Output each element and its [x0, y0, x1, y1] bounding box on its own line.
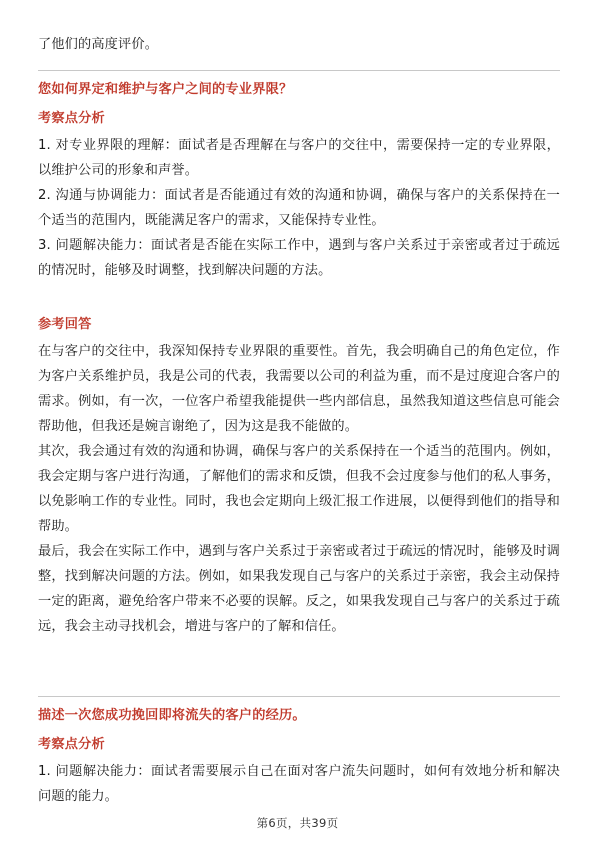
analysis-item: 1. 对专业界限的理解：面试者是否理解在与客户的交往中，需要保持一定的专业界限，以维护公司的形象和声誉。	[38, 138, 560, 178]
section-divider	[38, 70, 560, 71]
intro-tail-text	[38, 32, 560, 57]
answer-paragraph: 最后，我会在实际工作中，遇到与客户关系过于亲密或者过于疏远的情况时，能够及时调整，找到解决问题的方法。例如，如果我发现自己与客户的关系过于亲密，我会主动保持一定的距离，避免给客户带来不必要的误解。反之，如果我发现自己与客户的关系过于疏远，我会主动寻找机会，增进与客户的了解和信任。	[38, 544, 560, 634]
question-heading: 描述一次您成功挽回即将流失的客户的经历。	[38, 708, 306, 723]
answer-paragraph: 在与客户的交往中，我深知保持专业界限的重要性。首先，我会明确自己的角色定位，作为客户关系维护员，我是公司的代表，我需要以公司的利益为重，而不是过度迎合客户的需求。例如，有一次，一位客户希望我能提供一些内部信息，虽然我知道这些信息可能会帮助他，但我还是婉言谢绝了，因为这是我不能做的。	[38, 344, 560, 434]
analysis-item: 1. 问题解决能力：面试者需要展示自己在面对客户流失问题时，如何有效地分析和解决问题的能力。	[38, 764, 560, 804]
analysis-item: 3. 问题解决能力：面试者是否能在实际工作中，遇到与客户关系过于亲密或者过于疏远的情况时，能够及时调整，找到解决问题的方法。	[38, 238, 560, 278]
analysis-item: 2. 沟通与协调能力：面试者是否能通过有效的沟通和协调，确保与客户的关系保持在一个适当的范围内，既能满足客户的需求，又能保持专业性。	[38, 188, 560, 228]
paragraph: 了他们的高度评价。	[38, 37, 159, 52]
analysis-label: 考察点分析	[38, 737, 105, 752]
answer-label: 参考回答	[38, 317, 92, 332]
answer-paragraph: 其次，我会通过有效的沟通和协调，确保与客户的关系保持在一个适当的范围内。例如，我会定期与客户进行沟通，了解他们的需求和反馈，但我不会过度参与他们的私人事务，以免影响工作的专业性。同时，我也会定期向上级汇报工作进展，以便得到他们的指导和帮助。	[38, 444, 560, 534]
answer-body	[38, 339, 560, 639]
analysis-list	[38, 133, 560, 283]
section-divider	[38, 696, 560, 697]
page-number: 第6页，共39页	[256, 816, 339, 830]
analysis-label: 考察点分析	[38, 111, 105, 126]
question-heading: 您如何界定和维护与客户之间的专业界限？	[38, 82, 293, 97]
analysis-list	[38, 759, 560, 809]
